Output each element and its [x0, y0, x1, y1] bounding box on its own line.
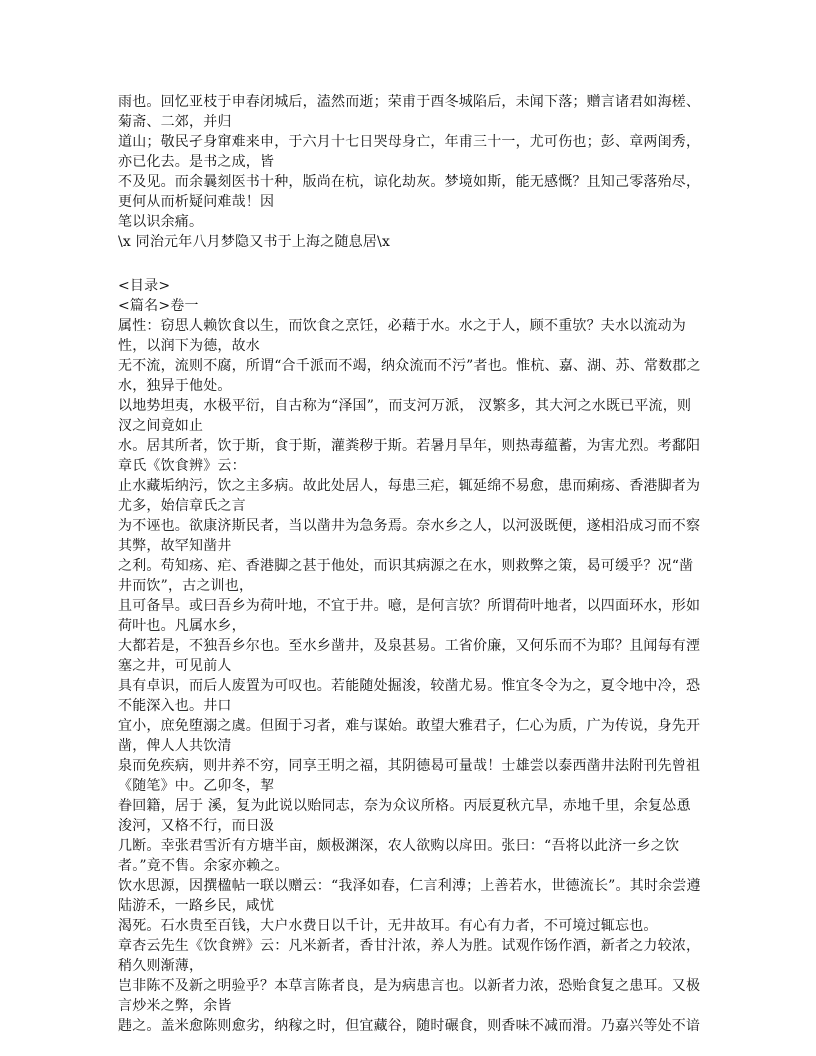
- text-line: 笔以识余痛。: [118, 214, 204, 230]
- text-line: 眷回籍，居于 溪，复为此说以贻同志，奈为众议所格。丙辰夏秋亢旱，赤地千里，余复怂恿浚河，又格不行，而日汲: [118, 798, 691, 834]
- signature-line: \x 同治元年八月梦隐又书于上海之随息居\x: [118, 234, 391, 250]
- text-line: 岂非陈不及新之明验乎？本草言陈者良，是为病患言也。以新者力浓，恐贻食复之患耳。又极言炒米之弊，余皆: [118, 978, 701, 1014]
- preface-section: [118, 92, 702, 252]
- text-line: 不及见。而余曩刻医书十种，版尚在杭，谅化劫灰。梦境如斯，能无感慨？且知己零落殆尽，更何从而析疑问难哉！因: [118, 174, 701, 210]
- text-line: 泉而免疾病，则井养不穷，同享王明之福，其阴德曷可量哉！士雄尝以泰西凿井法附刊先曾祖《随笔》中。乙卯冬，挈: [118, 758, 701, 794]
- text-line: 水。居其所者，饮于斯，食于斯，灌粪秽于斯。若暑月旱年，则热毒蕴蓄，为害尤烈。考鄱阳章氏《饮食辨》云：: [118, 438, 701, 474]
- text-line: 饮水思源，因撰楹帖一联以赠云：“我泽如春，仁言利溥；上善若水，世德流长”。其时余尝遵陆游禾，一路乡民，咸忧: [118, 878, 701, 914]
- text-line: 章杏云先生《饮食辨》云：凡米新者，香甘汁浓，养人为胜。试观作饧作酒，新者之力较浓，稍久则渐薄，: [118, 938, 701, 974]
- text-line: 且可备旱。或曰吾乡为荷叶地，不宜于井。噫，是何言欤？所谓荷叶地者，以四面环水，形如荷叶也。凡属水乡，: [118, 598, 701, 634]
- blank-line: [118, 252, 702, 276]
- text-line: 雨也。回忆亚枝于申春闭城后，溘然而逝；荣甫于酉冬城陷后，未闻下落；赠言诸君如海槎、菊斋、二郊，并归: [118, 94, 701, 130]
- text-line: 无不流，流则不腐，所谓“合千派而不竭，纳众流而不污”者也。惟杭、嘉、湖、苏、常数郡之水，独异于他处。: [118, 358, 701, 394]
- text-line: 具有卓识，而后人废置为可叹也。若能随处掘浚，较凿尤易。惟宜冬令为之，夏令地中冷，恐不能深入也。井口: [118, 678, 701, 714]
- toc-heading: <目录>: [118, 278, 171, 294]
- body-section: [118, 316, 702, 1036]
- document-page: [118, 92, 702, 1036]
- text-line: 渴死。石水贵至百钱，大户水费日以千计，无井故耳。有心有力者，不可境过辄忘也。: [118, 918, 658, 934]
- toc-section: [118, 276, 702, 316]
- chapter-heading: <篇名>卷一: [118, 298, 199, 314]
- text-line: 止水藏垢纳污，饮之主多病。故此处居人，每患三疟，辄延绵不易愈，患而痢疡、香港脚者为尤多，始信章氏之言: [118, 478, 701, 514]
- text-line: 宜小，庶免堕溺之虞。但囿于习者，难与谋始。敢望大雅君子，仁心为质，广为传说，身先开凿，俾人人共饮清: [118, 718, 701, 754]
- text-line: 韪之。盖米愈陈则愈劣，纳稼之时，但宜藏谷，随时碾食，则香味不减而滑。乃嘉兴等处不谙: [118, 1018, 701, 1034]
- text-line: 大都若是，不独吾乡尔也。至水乡凿井，及泉甚易。工省价廉，又何乐而不为耶？且闻每有湮塞之井，可见前人: [118, 638, 701, 674]
- text-line: 为不诬也。欲康济斯民者，当以凿井为急务焉。奈水乡之人，以河汲既便，遂相沿成习而不察其弊，故罕知凿井: [118, 518, 701, 554]
- text-line: 属性：窃思人赖饮食以生，而饮食之烹饪，必藉于水。水之于人，顾不重欤？夫水以流动为性，以润下为德，故水: [118, 318, 686, 354]
- text-line: 道山；敬民孑身窜难来申，于六月十七日哭母身亡，年甫三十一，尤可伤也；彭、章两闺秀，亦已化去。是书之成，皆: [118, 134, 701, 170]
- text-line: 几断。幸张君雪沂有方塘半亩，颇极渊深，农人欲购以戽田。张曰：“吾将以此济一乡之饮者。”竟不售。余家亦赖之。: [118, 838, 680, 874]
- text-line: 之利。苟知疡、疟、香港脚之甚于他处，而识其病源之在水，则救弊之策，曷可缓乎？况“凿井而饮”，古之训也，: [118, 558, 694, 594]
- text-line: 以地势坦夷，水极平衍，自古称为“泽国”，而支河万派， 汊繁多，其大河之水既已平流，则 汊之间竟如止: [118, 398, 692, 434]
